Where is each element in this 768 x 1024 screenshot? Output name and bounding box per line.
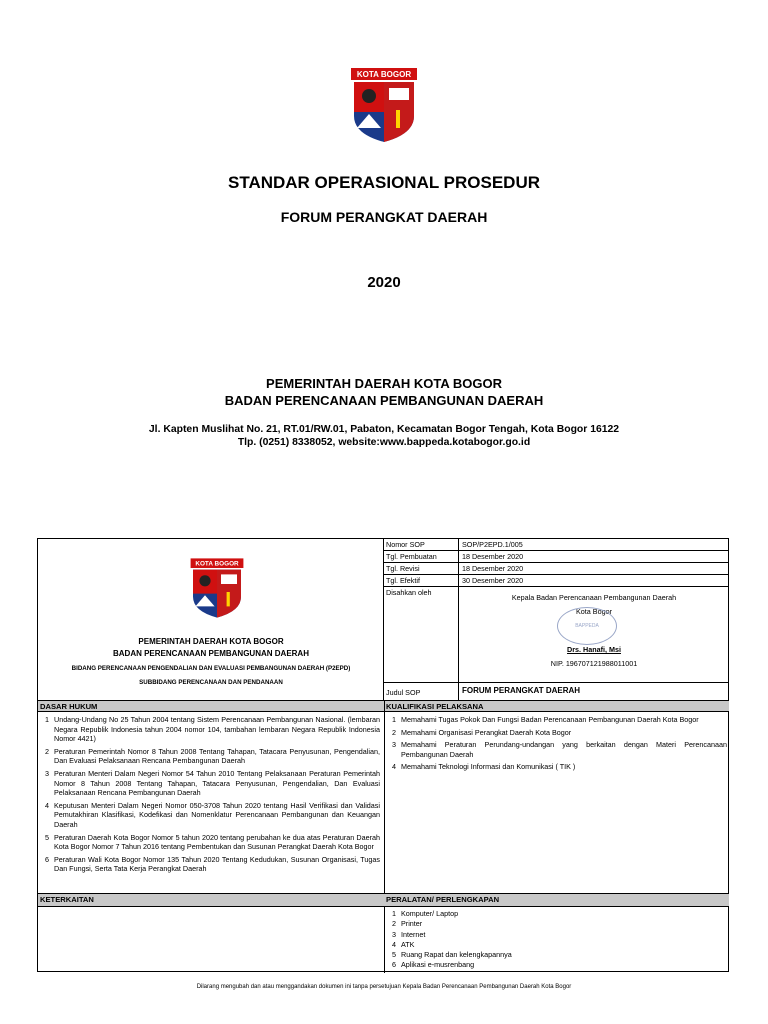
- emblem-small-label: KOTA BOGOR: [195, 560, 239, 568]
- doc-title: STANDAR OPERASIONAL PROSEDUR: [227, 173, 540, 192]
- item-text: Peraturan Menteri Dalam Negeri Nomor 54 Tahun 2010 Tentang Pelaksanaan Peraturan Pemerintah Nomor 8 Tahun 2008 Tentang Tahapan, Tatacara Penyusunan, Pengendalian, Dan Evaluasi Pelaksanaan Rencana Pembangunan Daerah: [54, 768, 380, 798]
- list-item: [387, 950, 727, 960]
- item-number: 2: [45, 746, 49, 756]
- kualifikasi-list: [387, 715, 727, 775]
- peralatan-header: PERALATAN/ PERLENGKAPAN: [384, 893, 729, 907]
- item-number: 4: [392, 939, 396, 949]
- list-item: [387, 930, 727, 940]
- item-text: Aplikasi e-musrenbang: [401, 960, 475, 970]
- judul-row: [384, 683, 729, 700]
- info-value: SOP/P2EPD.1/005: [462, 540, 523, 549]
- info-row: [384, 563, 729, 575]
- list-item: [387, 909, 727, 919]
- info-key: Nomor SOP: [384, 539, 459, 550]
- list-item: [40, 855, 380, 874]
- info-row: [384, 575, 729, 587]
- address-line2: Tlp. (0251) 8338052, website:www.bappeda.kotabogor.go.id: [237, 437, 531, 448]
- list-item: [40, 833, 380, 852]
- item-text: Peraturan Wali Kota Bogor Nomor 135 Tahun 2020 Tentang Kedudukan, Susunan Organisasi, Tugas Dan Fungsi, Serta Tata Kerja Perangkat Daerah: [54, 854, 380, 874]
- item-text: Memahami Peraturan Perundang-undangan yang berkaitan dengan Materi Perencanaan Pembangunan Daerah: [401, 740, 727, 759]
- item-text: Printer: [401, 919, 423, 929]
- stamp-text: BAPPEDA: [575, 623, 599, 629]
- info-key: Tgl. Pembuatan: [384, 551, 459, 562]
- item-number: 3: [392, 740, 396, 750]
- disahkan-row: [384, 587, 729, 683]
- item-number: 6: [45, 854, 49, 864]
- disahkan-kota: Kota Bogor: [576, 607, 612, 616]
- item-number: 2: [392, 919, 396, 929]
- item-number: 2: [392, 727, 396, 737]
- list-item: [387, 960, 727, 970]
- item-number: 1: [392, 715, 396, 724]
- dasar-hukum-list: [40, 715, 380, 877]
- doc-subtitle: FORUM PERANGKAT DAERAH: [280, 209, 488, 225]
- list-item: [387, 740, 727, 759]
- kualifikasi-header: KUALIFIKASI PELAKSANA: [384, 700, 729, 712]
- item-number: 6: [392, 960, 396, 970]
- judul-label: Judul SOP: [384, 683, 459, 700]
- list-item: [40, 769, 380, 798]
- item-text: Memahami Organisasi Perangkat Daerah Kota Bogor: [401, 727, 572, 737]
- dasar-hukum-header: DASAR HUKUM: [38, 700, 385, 712]
- official-stamp: [557, 607, 617, 645]
- info-key: Tgl. Efektif: [384, 575, 459, 586]
- list-item: [387, 715, 727, 725]
- emblem-label: KOTA BOGOR: [356, 70, 412, 79]
- info-key: Tgl. Revisi: [384, 563, 459, 574]
- item-text: Komputer/ Laptop: [401, 909, 459, 918]
- item-text: ATK: [401, 939, 415, 949]
- peralatan-list: [387, 909, 727, 971]
- kota-bogor-emblem: [349, 66, 419, 144]
- list-item: [40, 747, 380, 766]
- sop-info: [384, 539, 729, 700]
- item-text: Undang-Undang No 25 Tahun 2004 tentang Sistem Perencanaan Pembangunan Nasional. (lembaran Negara Republik Indonesia tahun 2004 nomor 104, tambahan lembaran Negara Republik Indonesia Nomor 4421): [54, 715, 380, 744]
- item-text: Memahami Tugas Pokok Dan Fungsi Badan Perencanaan Pembangunan Daerah Kota Bogor: [401, 715, 699, 724]
- item-text: Memahami Teknologi Informasi dan Komunikasi ( TIK ): [401, 762, 576, 772]
- list-item: [40, 715, 380, 744]
- judul-value: FORUM PERANGKAT DAERAH: [462, 686, 581, 695]
- info-row: [384, 539, 729, 551]
- item-number: 4: [392, 762, 396, 772]
- item-text: Peraturan Daerah Kota Bogor Nomor 5 tahun 2020 tentang perubahan ke dua atas Peraturan Daerah Kota Bogor Nomor 7 Tahun 2016 tentang Pembentukan dan Susunan Perangkat Daerah Kota Bogor: [54, 832, 380, 852]
- disahkan-content: [459, 587, 729, 682]
- org-line2: BADAN PERENCANAAN PEMBANGUNAN DAERAH: [224, 393, 544, 408]
- item-number: 4: [45, 800, 49, 810]
- item-number: 1: [45, 715, 49, 724]
- table-org2: BADAN PERENCANAAN PEMBANGUNAN DAERAH: [112, 649, 309, 658]
- table-bidang: BIDANG PERENCANAAN PENGENDALIAN DAN EVALUASI PEMBANGUNAN DAERAH (P2EPD): [71, 665, 351, 672]
- table-org1: PEMERINTAH DAERAH KOTA BOGOR: [138, 637, 284, 646]
- item-text: Internet: [401, 929, 426, 939]
- org-line1: PEMERINTAH DAERAH KOTA BOGOR: [266, 376, 502, 391]
- column-divider: [384, 700, 385, 973]
- item-text: Keputusan Menteri Dalam Negeri Nomor 050-3708 Tahun 2020 tentang Hasil Verifikasi dan Validasi Pemutakhiran Klasifikasi, Kodefikasi dan Nomenklatur Perencanaan Pembangunan dan Keuangan Daerah: [54, 800, 380, 829]
- list-item: [387, 728, 727, 738]
- list-item: [387, 919, 727, 929]
- item-number: 3: [392, 929, 396, 939]
- signer-nip: NIP. 196707121988011001: [550, 659, 638, 668]
- disahkan-jabatan: Kepala Badan Perencanaan Pembangunan Daerah: [511, 593, 677, 602]
- item-number: 1: [392, 909, 396, 918]
- item-number: 5: [392, 950, 396, 960]
- list-item: [387, 940, 727, 950]
- info-value: 18 Desember 2020: [462, 552, 524, 561]
- sop-table: [37, 538, 729, 972]
- keterkaitan-header: KETERKAITAN: [38, 893, 385, 907]
- kota-bogor-emblem-small: [189, 554, 245, 622]
- doc-year: 2020: [367, 274, 401, 291]
- list-item: [387, 762, 727, 772]
- sop-identity-box: [38, 539, 384, 700]
- item-text: Peraturan Pemerintah Nomor 8 Tahun 2008 Tentang Tahapan, Tatacara Penyusunan, Pengendalian, Dan Evaluasi Pelaksanaan Rencana Pembangunan Daerah: [54, 746, 380, 766]
- info-value: 30 Desember 2020: [462, 576, 524, 585]
- info-row: [384, 551, 729, 563]
- table-subbidang: SUBBIDANG PERENCANAAN DAN PENDANAAN: [139, 679, 283, 686]
- footer-note: Dilarang mengubah dan atau menggandakan dokumen ini tanpa persetujuan Kepala Badan Perencanaan Pembangunan Daerah Kota Bogor: [196, 984, 572, 990]
- list-item: [40, 801, 380, 830]
- item-number: 3: [45, 768, 49, 778]
- item-number: 5: [45, 832, 49, 842]
- info-value: 18 Desember 2020: [462, 564, 524, 573]
- address-line1: Jl. Kapten Muslihat No. 21, RT.01/RW.01, Pabaton, Kecamatan Bogor Tengah, Kota Bogor 16122: [148, 424, 620, 435]
- disahkan-label: Disahkan oleh: [384, 587, 459, 682]
- signer-name: Drs. Hanafi, Msi: [567, 645, 621, 654]
- item-text: Ruang Rapat dan kelengkapannya: [401, 950, 512, 960]
